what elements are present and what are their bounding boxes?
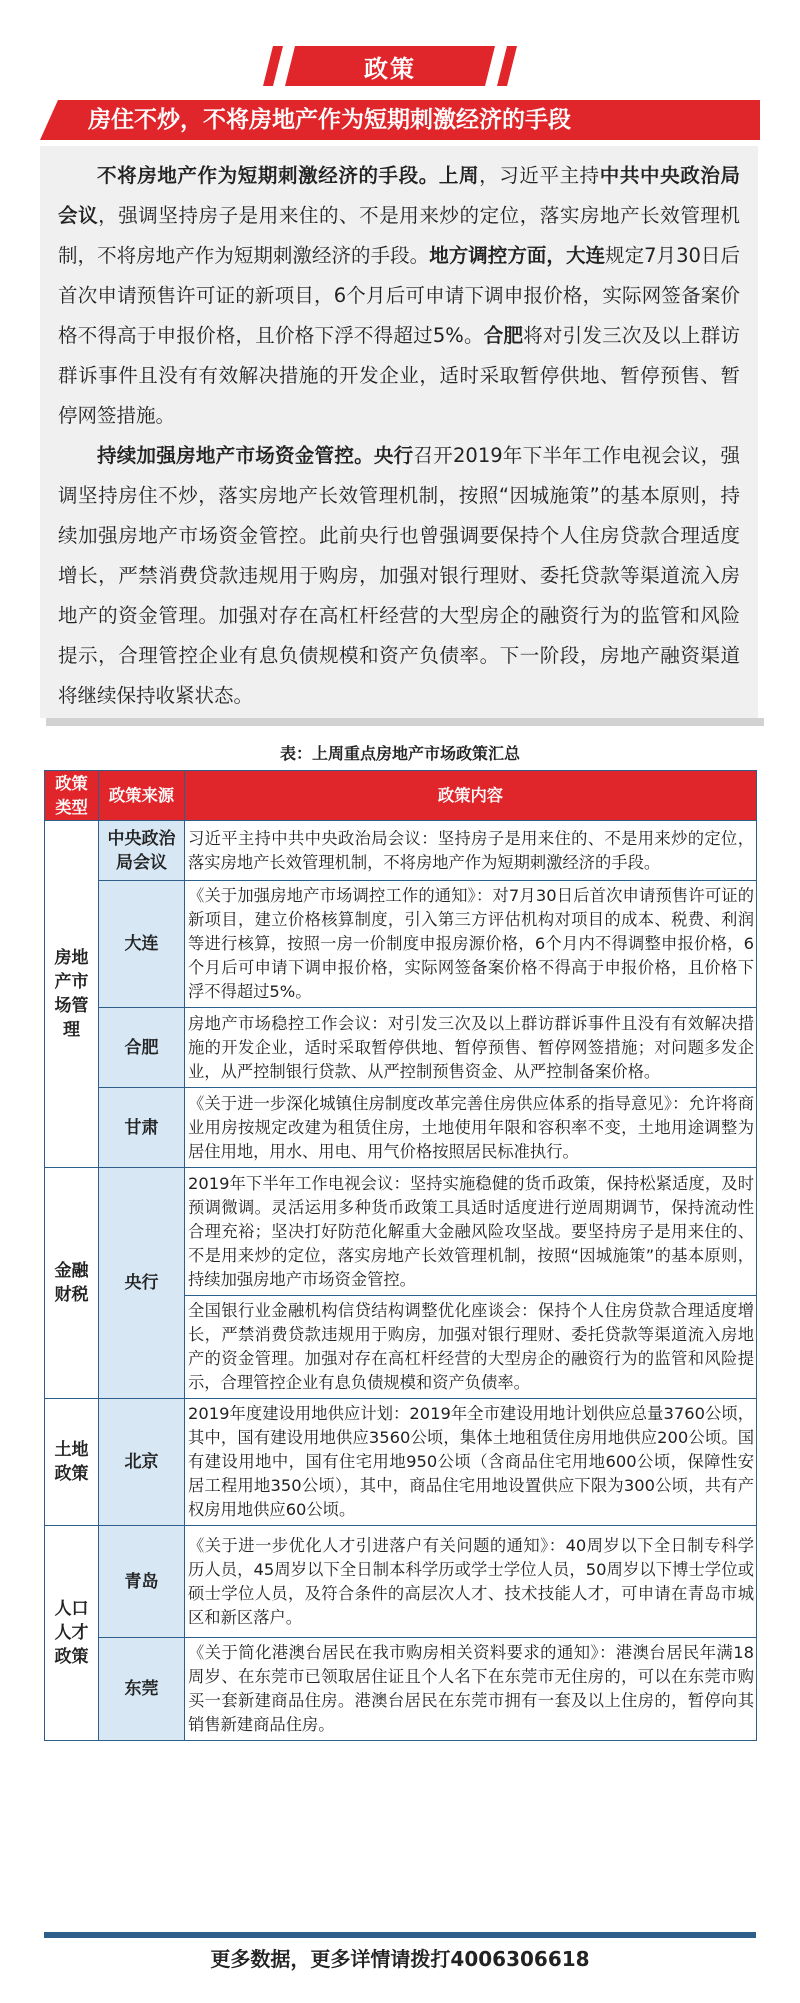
table-row bbox=[45, 1399, 757, 1526]
policy-source-cell: 合肥 bbox=[99, 1008, 185, 1088]
headline-bar bbox=[40, 100, 760, 140]
policy-table bbox=[44, 770, 757, 1741]
table-row bbox=[45, 821, 757, 881]
policy-content-cell: 《关于进一步优化人才引进落户有关问题的通知》：40周岁以下全日制专科学历人员，45周岁以下全日制本科学历或学士学位人员，50周岁以下博士学位或硕士学位人员，及符合条件的高层次人才、技术技能人才，可申请在青岛市城区和新区落户。 bbox=[185, 1526, 757, 1638]
header-policy-content: 政策内容 bbox=[185, 771, 757, 821]
policy-content-cell: 全国银行业金融机构信贷结构调整优化座谈会：保持个人住房贷款合理适度增长，严禁消费贷款违规用于购房，加强对银行理财、委托贷款等渠道流入房地产的资金管理。加强对存在高杠杆经营的大型房企的融资行为的监管和风险提示，合理管控企业有息负债规模和资产负债率。 bbox=[185, 1296, 757, 1399]
table-header-row bbox=[45, 771, 757, 821]
headline-bar-wedge bbox=[40, 100, 80, 140]
bold-run: 持续加强房地产市场资金管控。央行 bbox=[97, 444, 414, 467]
policy-type-cell: 土地政策 bbox=[45, 1399, 99, 1526]
policy-source-cell: 东莞 bbox=[99, 1638, 185, 1741]
policy-content-cell: 习近平主持中共中央政治局会议：坚持房子是用来住的、不是用来炒的定位，落实房地产长效管理机制，不将房地产作为短期刺激经济的手段。 bbox=[185, 821, 757, 881]
policy-source-cell: 中央政治局会议 bbox=[99, 821, 185, 881]
intro-paragraph-2 bbox=[58, 436, 740, 716]
table-row bbox=[45, 1008, 757, 1088]
footer-divider bbox=[44, 1932, 756, 1938]
section-ribbon bbox=[290, 46, 490, 86]
text-run: 将对引发三次及以上群访群诉事件且没有有效解决措施的开发企业，适时采取暂停供地、暂停预售、暂停网签措施。 bbox=[58, 324, 740, 427]
text-run: ，强调坚持房子是用来住的、不是用来炒的定位，落实房地产长效管理机制，不将房地产作为短期刺激经济的手段。 bbox=[58, 204, 740, 267]
policy-source-cell: 甘肃 bbox=[99, 1088, 185, 1168]
headline-title: 房住不炒，不将房地产作为短期刺激经济的手段 bbox=[88, 107, 571, 133]
section-label: 政策 bbox=[364, 54, 416, 83]
bold-run: 中共中央政治局会议 bbox=[58, 164, 740, 227]
intro-box bbox=[40, 146, 758, 718]
policy-content-cell: 2019年下半年工作电视会议：坚持实施稳健的货币政策，保持松紧适度，及时预调微调。灵活运用多种货币政策工具适时适度进行逆周期调节，保持流动性合理充裕；坚决打好防范化解重大金融风险攻坚战。要坚持房子是用来住的、不是用来炒的定位，落实房地产长效管理机制，按照“因城施策”的基本原则，持续加强房地产市场资金管控。 bbox=[185, 1168, 757, 1296]
header-policy-source: 政策来源 bbox=[99, 771, 185, 821]
intro-paragraph-1 bbox=[58, 156, 740, 436]
policy-content-cell: 房地产市场稳控工作会议：对引发三次及以上群访群诉事件且没有有效解决措施的开发企业，适时采取暂停供地、暂停预售、暂停网签措施；对问题多发企业，从严控制银行贷款、从严控制预售资金、从严控制备案价格。 bbox=[185, 1008, 757, 1088]
policy-source-cell: 青岛 bbox=[99, 1526, 185, 1638]
policy-content-cell: 2019年度建设用地供应计划：2019年全市建设用地计划供应总量3760公顷，其中，国有建设用地供应3560公顷，集体土地租赁住房用地供应200公顷。国有建设用地中，国有住宅用地950公顷（含商品住宅用地600公顷，保障性安居工程用地350公顷），其中，商品住宅用地设置供应下限为300公顷，共有产权房用地供应60公顷。 bbox=[185, 1399, 757, 1526]
policy-type-cell: 人口人才政策 bbox=[45, 1526, 99, 1741]
intro-box-shadow bbox=[46, 718, 764, 726]
bold-run: 地方调控方面，大连 bbox=[429, 244, 606, 267]
table-caption: 表：上周重点房地产市场政策汇总 bbox=[279, 744, 520, 763]
table-row bbox=[45, 881, 757, 1008]
bold-run: 合肥 bbox=[483, 324, 524, 347]
table-row bbox=[45, 1638, 757, 1741]
table-row bbox=[45, 1088, 757, 1168]
text-run: 召开2019年下半年工作电视会议，强调坚持房住不炒，落实房地产长效管理机制，按照“因城施策”的基本原则，持续加强房地产市场资金管控。此前央行也曾强调要保持个人住房贷款合理适度增长，严禁消费贷款违规用于购房，加强对银行理财、委托贷款等渠道流入房地产的资金管理。加强对存在高杠杆经营的大型房企的融资行为的监管和风险提示，合理管控企业有息负债规模和资产负债率。下一阶段，房地产融资渠道将继续保持收紧状态。 bbox=[58, 444, 740, 707]
table-row bbox=[45, 1526, 757, 1638]
policy-type-cell: 金融财税 bbox=[45, 1168, 99, 1399]
footer-contact: 更多数据，更多详情请拨打4006306618 bbox=[210, 1947, 590, 1971]
policy-content-cell: 《关于简化港澳台居民在我市购房相关资料要求的通知》：港澳台居民年满18周岁、在东莞市已领取居住证且个人名下在东莞市无住房的，可以在东莞市购买一套新建商品住房。港澳台居民在东莞市拥有一套及以上住房的，暂停向其销售新建商品住房。 bbox=[185, 1638, 757, 1741]
header-policy-type: 政策类型 bbox=[45, 771, 99, 821]
text-run: ，习近平主持 bbox=[479, 164, 600, 187]
policy-type-cell: 房地产市场管理 bbox=[45, 821, 99, 1168]
table-row bbox=[45, 1168, 757, 1296]
policy-source-cell: 大连 bbox=[99, 881, 185, 1008]
policy-source-cell: 央行 bbox=[99, 1168, 185, 1399]
policy-content-cell: 《关于加强房地产市场调控工作的通知》：对7月30日后首次申请预售许可证的新项目，建立价格核算制度，引入第三方评估机构对项目的成本、税费、利润等进行核算，按照一房一价制度申报房源价格，6个月内不得调整申报价格，6个月后可申请下调申报价格，实际网签备案价格不得高于申报价格，且价格下浮不得超过5%。 bbox=[185, 881, 757, 1008]
text-run: 规定7月30日后首次申请预售许可证的新项目，6个月后可申请下调申报价格，实际网签备案价格不得高于申报价格，且价格下浮不得超过5%。 bbox=[58, 244, 740, 347]
policy-content-cell: 《关于进一步深化城镇住房制度改革完善住房供应体系的指导意见》：允许将商业用房按规定改建为租赁住房，土地使用年限和容积率不变，土地用途调整为居住用地，用水、用电、用气价格按照居民标准执行。 bbox=[185, 1088, 757, 1168]
ribbon-tick-left bbox=[263, 46, 283, 86]
policy-source-cell: 北京 bbox=[99, 1399, 185, 1526]
bold-run: 不将房地产作为短期刺激经济的手段。上周 bbox=[97, 164, 480, 187]
ribbon-tick-right bbox=[497, 46, 517, 86]
